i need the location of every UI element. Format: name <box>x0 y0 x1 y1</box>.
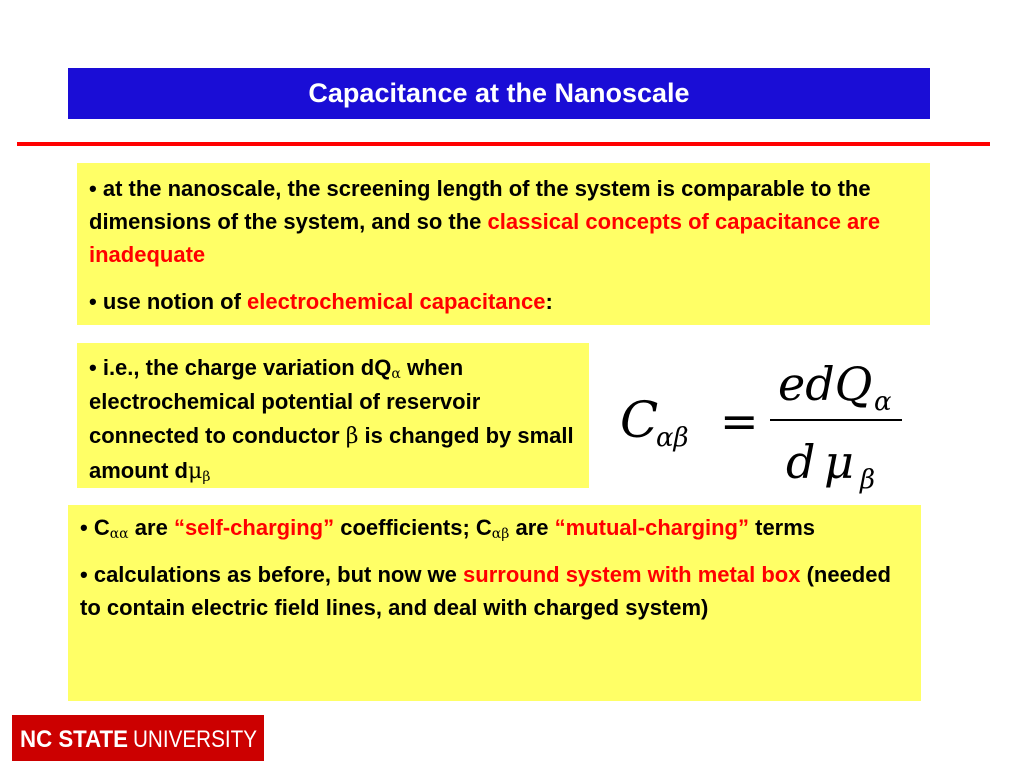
intro-box <box>77 163 930 325</box>
coefficients-box <box>68 505 921 701</box>
coefficients-text: coefficients; C <box>340 515 492 540</box>
bullet-text: at the nanoscale, the screening length of the system is comparable to the dimensions of the system, and so the <box>89 176 871 234</box>
eq-denominator-d: d <box>786 435 816 489</box>
eq-numerator-subscript: α <box>874 387 892 417</box>
bullet-calculations: • calculations as before, but now we surround system with metal box (needed to contain electric field lines, and deal with charged system) <box>80 562 891 620</box>
alpha-subscript: α <box>391 366 401 382</box>
slide-title: Capacitance at the Nanoscale <box>308 78 690 108</box>
alpha-alpha-subscript: αα <box>109 526 129 542</box>
beta-subscript: β <box>202 469 211 485</box>
bullet-text: use notion of <box>102 289 241 314</box>
definition-box <box>77 343 589 488</box>
title-bar <box>68 68 930 119</box>
highlight-text: electrochemical capacitance <box>247 289 546 314</box>
bullet-definition: • i.e., the charge variation $dQ_\alpha$ when electrochemical potential of reservoir connected to conductor β is changed by small amount $d\mu_\beta$ <box>89 355 574 485</box>
beta-symbol: β <box>345 424 359 449</box>
are-text: are <box>134 515 168 540</box>
eq-lhs-symbol: C <box>620 391 659 449</box>
highlight-text: classical concepts of capacitance are inadequate <box>89 209 881 267</box>
eq-lhs-subscript: αβ <box>656 423 689 453</box>
bullet-text: (needed to contain electric field lines, and deal with charged system) <box>80 562 891 620</box>
mu-symbol: μ <box>188 459 203 484</box>
mutual-charging-term: “mutual-charging” <box>554 515 749 540</box>
alpha-beta-subscript: αβ <box>491 526 510 542</box>
are-text: are <box>515 515 549 540</box>
bullet-text: calculations as before, but now we <box>93 562 457 587</box>
c-symbol: C <box>93 515 110 540</box>
terms-text: terms <box>755 515 816 540</box>
nc-state-university-logo <box>12 715 264 761</box>
logo-university: UNIVERSITY <box>133 726 257 753</box>
self-charging-term: “self-charging” <box>173 515 335 540</box>
capacitance-equation <box>610 350 910 500</box>
eq-denominator-mu: μ <box>824 435 854 489</box>
colon: : <box>545 289 553 314</box>
bullet-coefficients: • $C_{\alpha\alpha}$ are “self-charging” coefficients; $C_{\alpha\beta}$ are “mutual-charging” terms <box>80 515 816 542</box>
eq-numerator: edQ <box>778 357 873 411</box>
definition-text-1: i.e., the charge variation dQ <box>102 355 392 380</box>
eq-equals: = <box>720 394 759 448</box>
logo-nc-state: NC STATE <box>20 726 128 753</box>
highlight-text: surround system with metal box <box>463 562 801 587</box>
eq-denominator-subscript: β <box>860 465 876 495</box>
definition-text-3: is changed by small amount d <box>89 423 574 483</box>
bullet-electrochemical: • use notion of electrochemical capacitance: <box>89 289 553 314</box>
bullet-screening-length: • at the nanoscale, the screening length of the system is comparable to the dimensions of the system, and so the classical concepts of capacitance are inadequate <box>89 176 881 267</box>
red-divider <box>17 142 990 146</box>
definition-text-2: when electrochemical potential of reservoir connected to conductor <box>89 355 481 448</box>
